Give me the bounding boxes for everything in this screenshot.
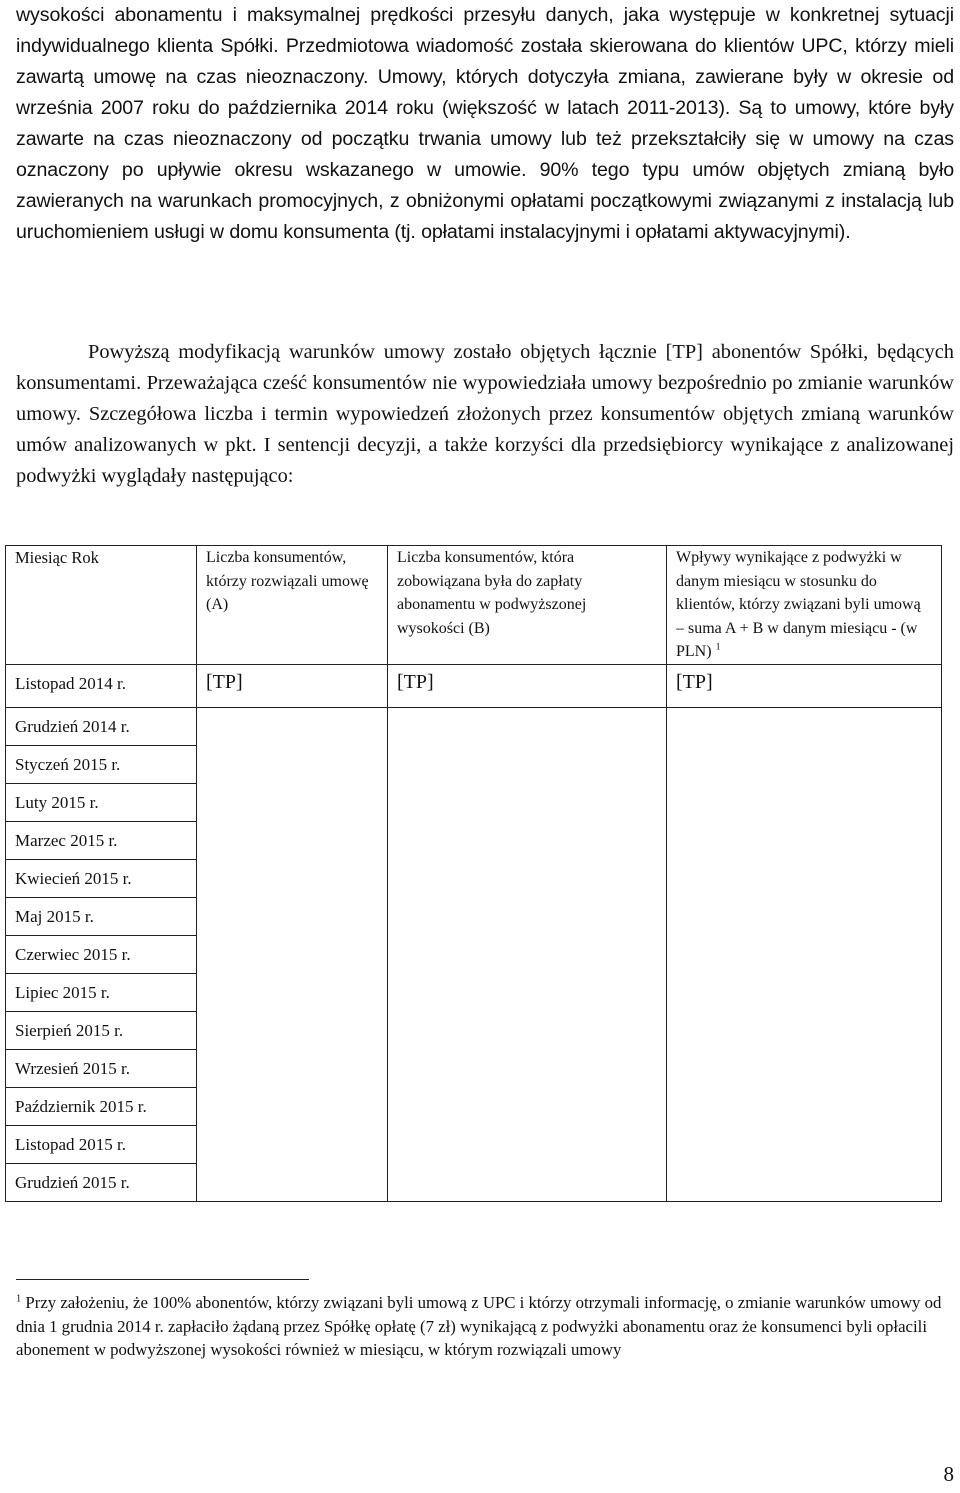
cell-month: Październik 2015 r. bbox=[6, 1087, 197, 1125]
header-revenue-text: Wpływy wynikające z podwyżki w danym miesiącu w stosunku do klientów, którzy związani byli umową – suma A + B w danym miesiącu - (w PLN) bbox=[676, 549, 921, 660]
table-row bbox=[6, 707, 942, 745]
cell-month: Maj 2015 r. bbox=[6, 897, 197, 935]
footnote-text: Przy założeniu, że 100% abonentów, którzy związani byli umową z UPC i którzy otrzymali informację, o zmianie warunków umowy od dnia 1 grudnia 2014 r. zapłaciło żądaną przez Spółkę opłatę (7 zł) wynikającą z podwyżki abonamentu oraz że konsumenci byli opłacili abonement w podwyższonej wysokości również w miesiącu, w którym rozwiązali umowy bbox=[16, 1293, 942, 1359]
table-body bbox=[6, 664, 942, 1201]
cell-month: Grudzień 2015 r. bbox=[6, 1163, 197, 1201]
header-terminated: Liczba konsumentów, którzy rozwiązali umowę (A) bbox=[197, 546, 388, 665]
cell-revenue-empty bbox=[667, 707, 942, 1201]
cell-month: Styczeń 2015 r. bbox=[6, 745, 197, 783]
header-month: Miesiąc Rok bbox=[6, 546, 197, 665]
cell-terminated: [TP] bbox=[197, 664, 388, 707]
paragraph-subscribers bbox=[16, 337, 954, 492]
page-number: 8 bbox=[943, 1462, 954, 1486]
cell-month: Wrzesień 2015 r. bbox=[6, 1049, 197, 1087]
cell-month: Luty 2015 r. bbox=[6, 783, 197, 821]
cell-month: Kwiecień 2015 r. bbox=[6, 859, 197, 897]
cell-month: Grudzień 2014 r. bbox=[6, 707, 197, 745]
footnote-marker: 1 bbox=[715, 641, 721, 653]
cell-higher-fee: [TP] bbox=[388, 664, 667, 707]
table-header-row bbox=[6, 546, 942, 665]
header-higher-fee: Liczba konsumentów, która zobowiązana była do zapłaty abonamentu w podwyższonej wysokości (B) bbox=[388, 546, 667, 665]
footnote-separator bbox=[16, 1279, 309, 1280]
cell-month: Marzec 2015 r. bbox=[6, 821, 197, 859]
paragraph-continuation: wysokości abonamentu i maksymalnej prędkości przesyłu danych, jaka występuje w konkretnej sytuacji indywidualnego klienta Spółki. Przedmiotowa wiadomość została skierowana do klientów UPC, którzy mieli zawartą umowę na czas nieoznaczony. Umowy, których dotyczyła zmiana, zawierane były w okresie od września 2007 roku do października 2014 roku (większość w latach 2011-2013). Są to umowy, które były zawarte na czas nieoznaczony od początku trwania umowy lub też przekształciły się w umowy na czas oznaczony po upływie okresu wskazanego w umowie. 90% tego typu umów objętych zmianą było zawieranych na warunkach promocyjnych, z obniżonymi opłatami początkowymi związanymi z instalacją lub uruchomieniem usługi w domu konsumenta (tj. opłatami instalacyjnymi i opłatami aktywacyjnymi). bbox=[16, 4, 954, 243]
paragraph-subscribers-text: Powyższą modyfikacją warunków umowy zostało objętych łącznie [TP] abonentów Spółki, będących konsumentami. Przeważająca cześć konsumentów nie wypowiedziała umowy bezpośrednio po zmianie warunków umowy. Szczegółowa liczba i termin wypowiedzeń złożonych przez konsumentów objętych zmianą warunków umów analizowanych w pkt. I sentencji decyzji, a także korzyści dla przedsiębiorcy wynikające z analizowanej podwyżki wyglądały następująco: bbox=[16, 341, 954, 487]
cell-revenue: [TP] bbox=[667, 664, 942, 707]
cell-month: Lipiec 2015 r. bbox=[6, 973, 197, 1011]
footnote bbox=[16, 1291, 946, 1362]
cell-higher-fee-empty bbox=[388, 707, 667, 1201]
table-row bbox=[6, 664, 942, 707]
terminations-table bbox=[5, 545, 942, 1202]
cell-month: Listopad 2015 r. bbox=[6, 1125, 197, 1163]
cell-month: Sierpień 2015 r. bbox=[6, 1011, 197, 1049]
footnote-number: 1 bbox=[16, 1293, 22, 1305]
cell-terminated-empty bbox=[197, 707, 388, 1201]
header-revenue bbox=[667, 546, 942, 665]
cell-month: Listopad 2014 r. bbox=[6, 664, 197, 707]
cell-month: Czerwiec 2015 r. bbox=[6, 935, 197, 973]
